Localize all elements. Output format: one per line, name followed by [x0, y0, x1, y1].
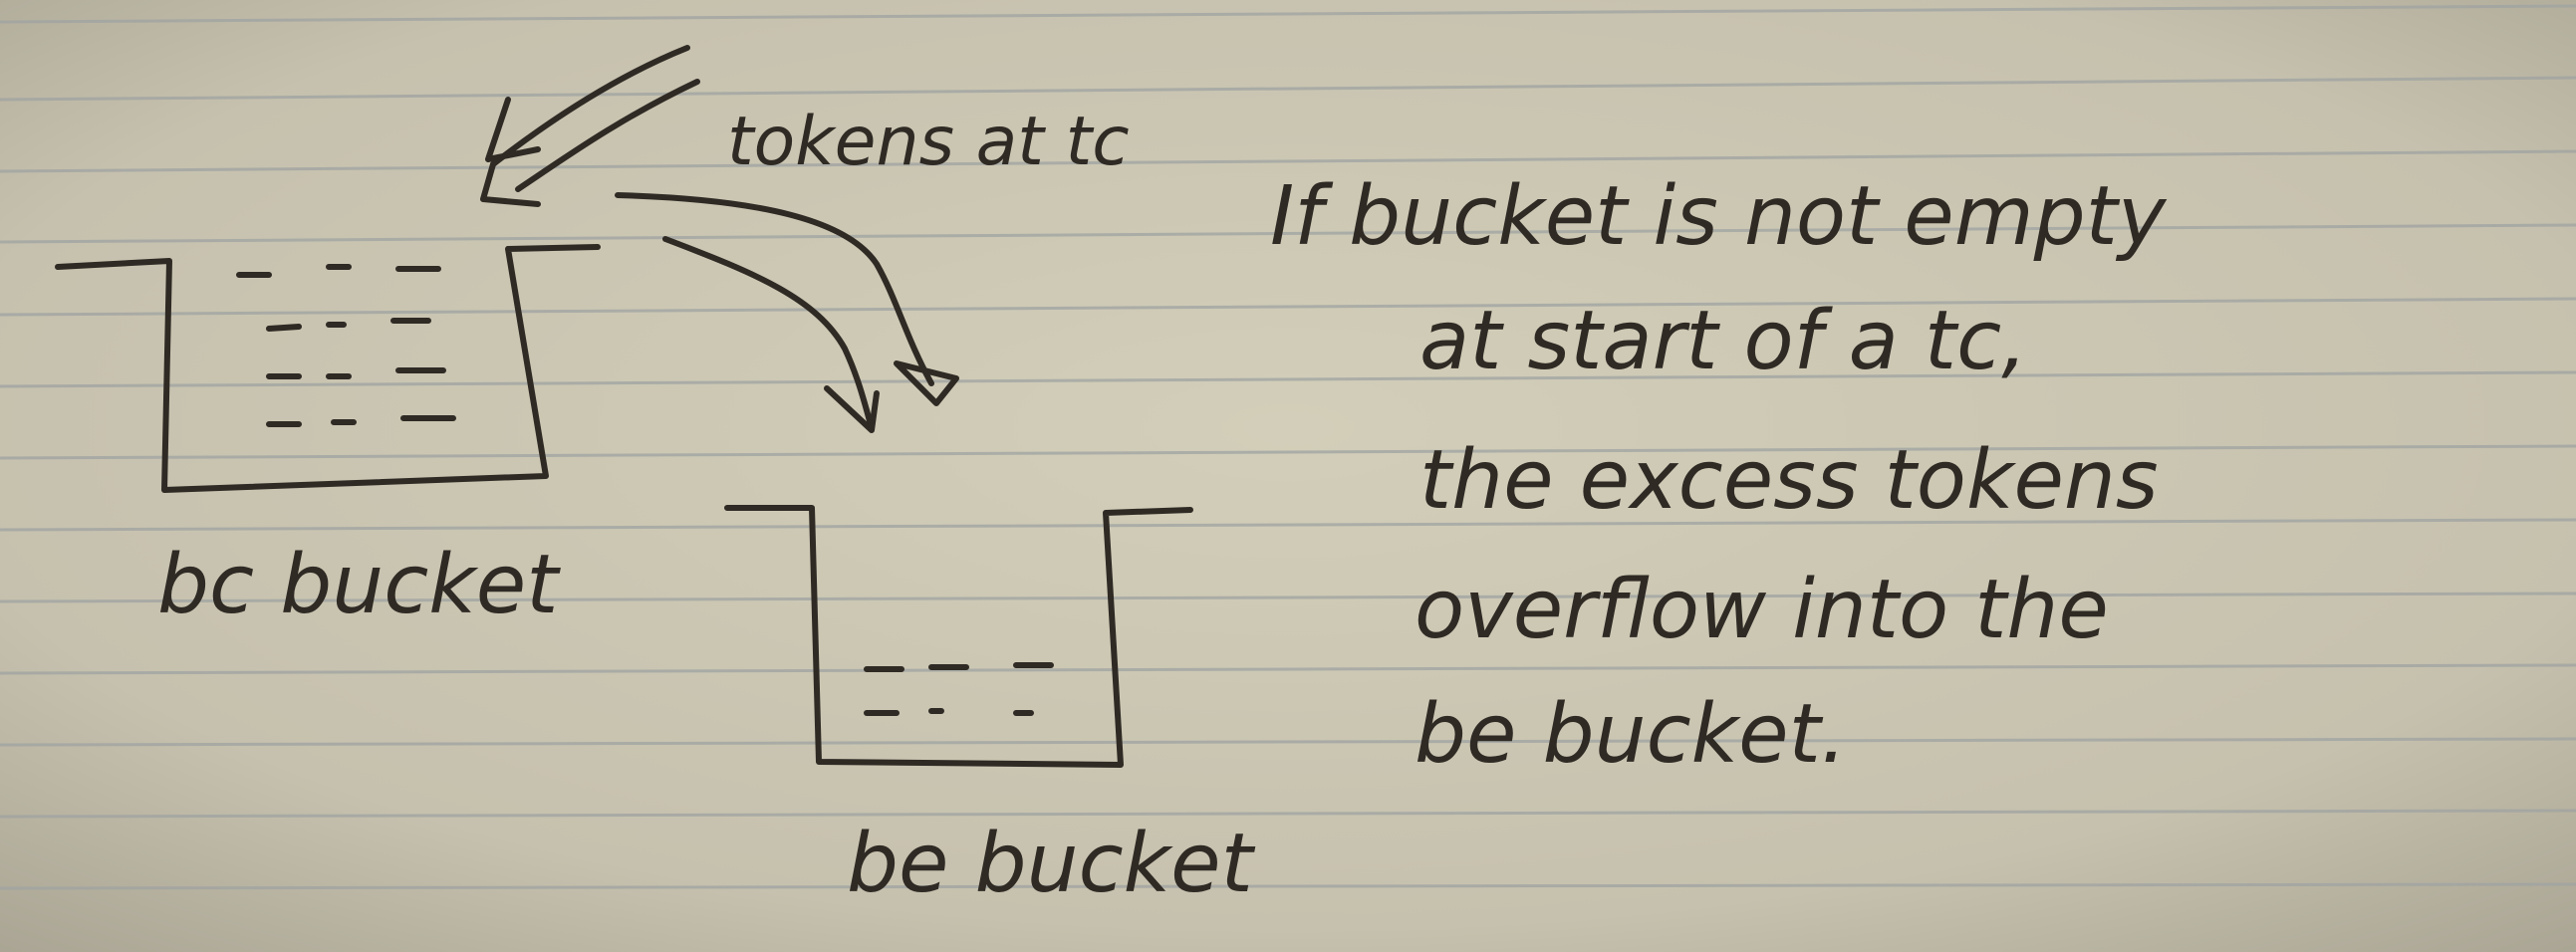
note-line: overflow into the	[1415, 563, 2109, 657]
note-line: If bucket is not empty	[1270, 169, 2167, 264]
be-bucket-label: be bucket	[847, 817, 1253, 911]
note-line: be bucket.	[1415, 687, 1847, 782]
bc-bucket-label: bc bucket	[157, 538, 559, 632]
note-line: the excess tokens	[1419, 433, 2159, 528]
tokens-label: tokens at tc	[727, 103, 1130, 181]
note-line: at start of a tc,	[1419, 294, 2028, 388]
